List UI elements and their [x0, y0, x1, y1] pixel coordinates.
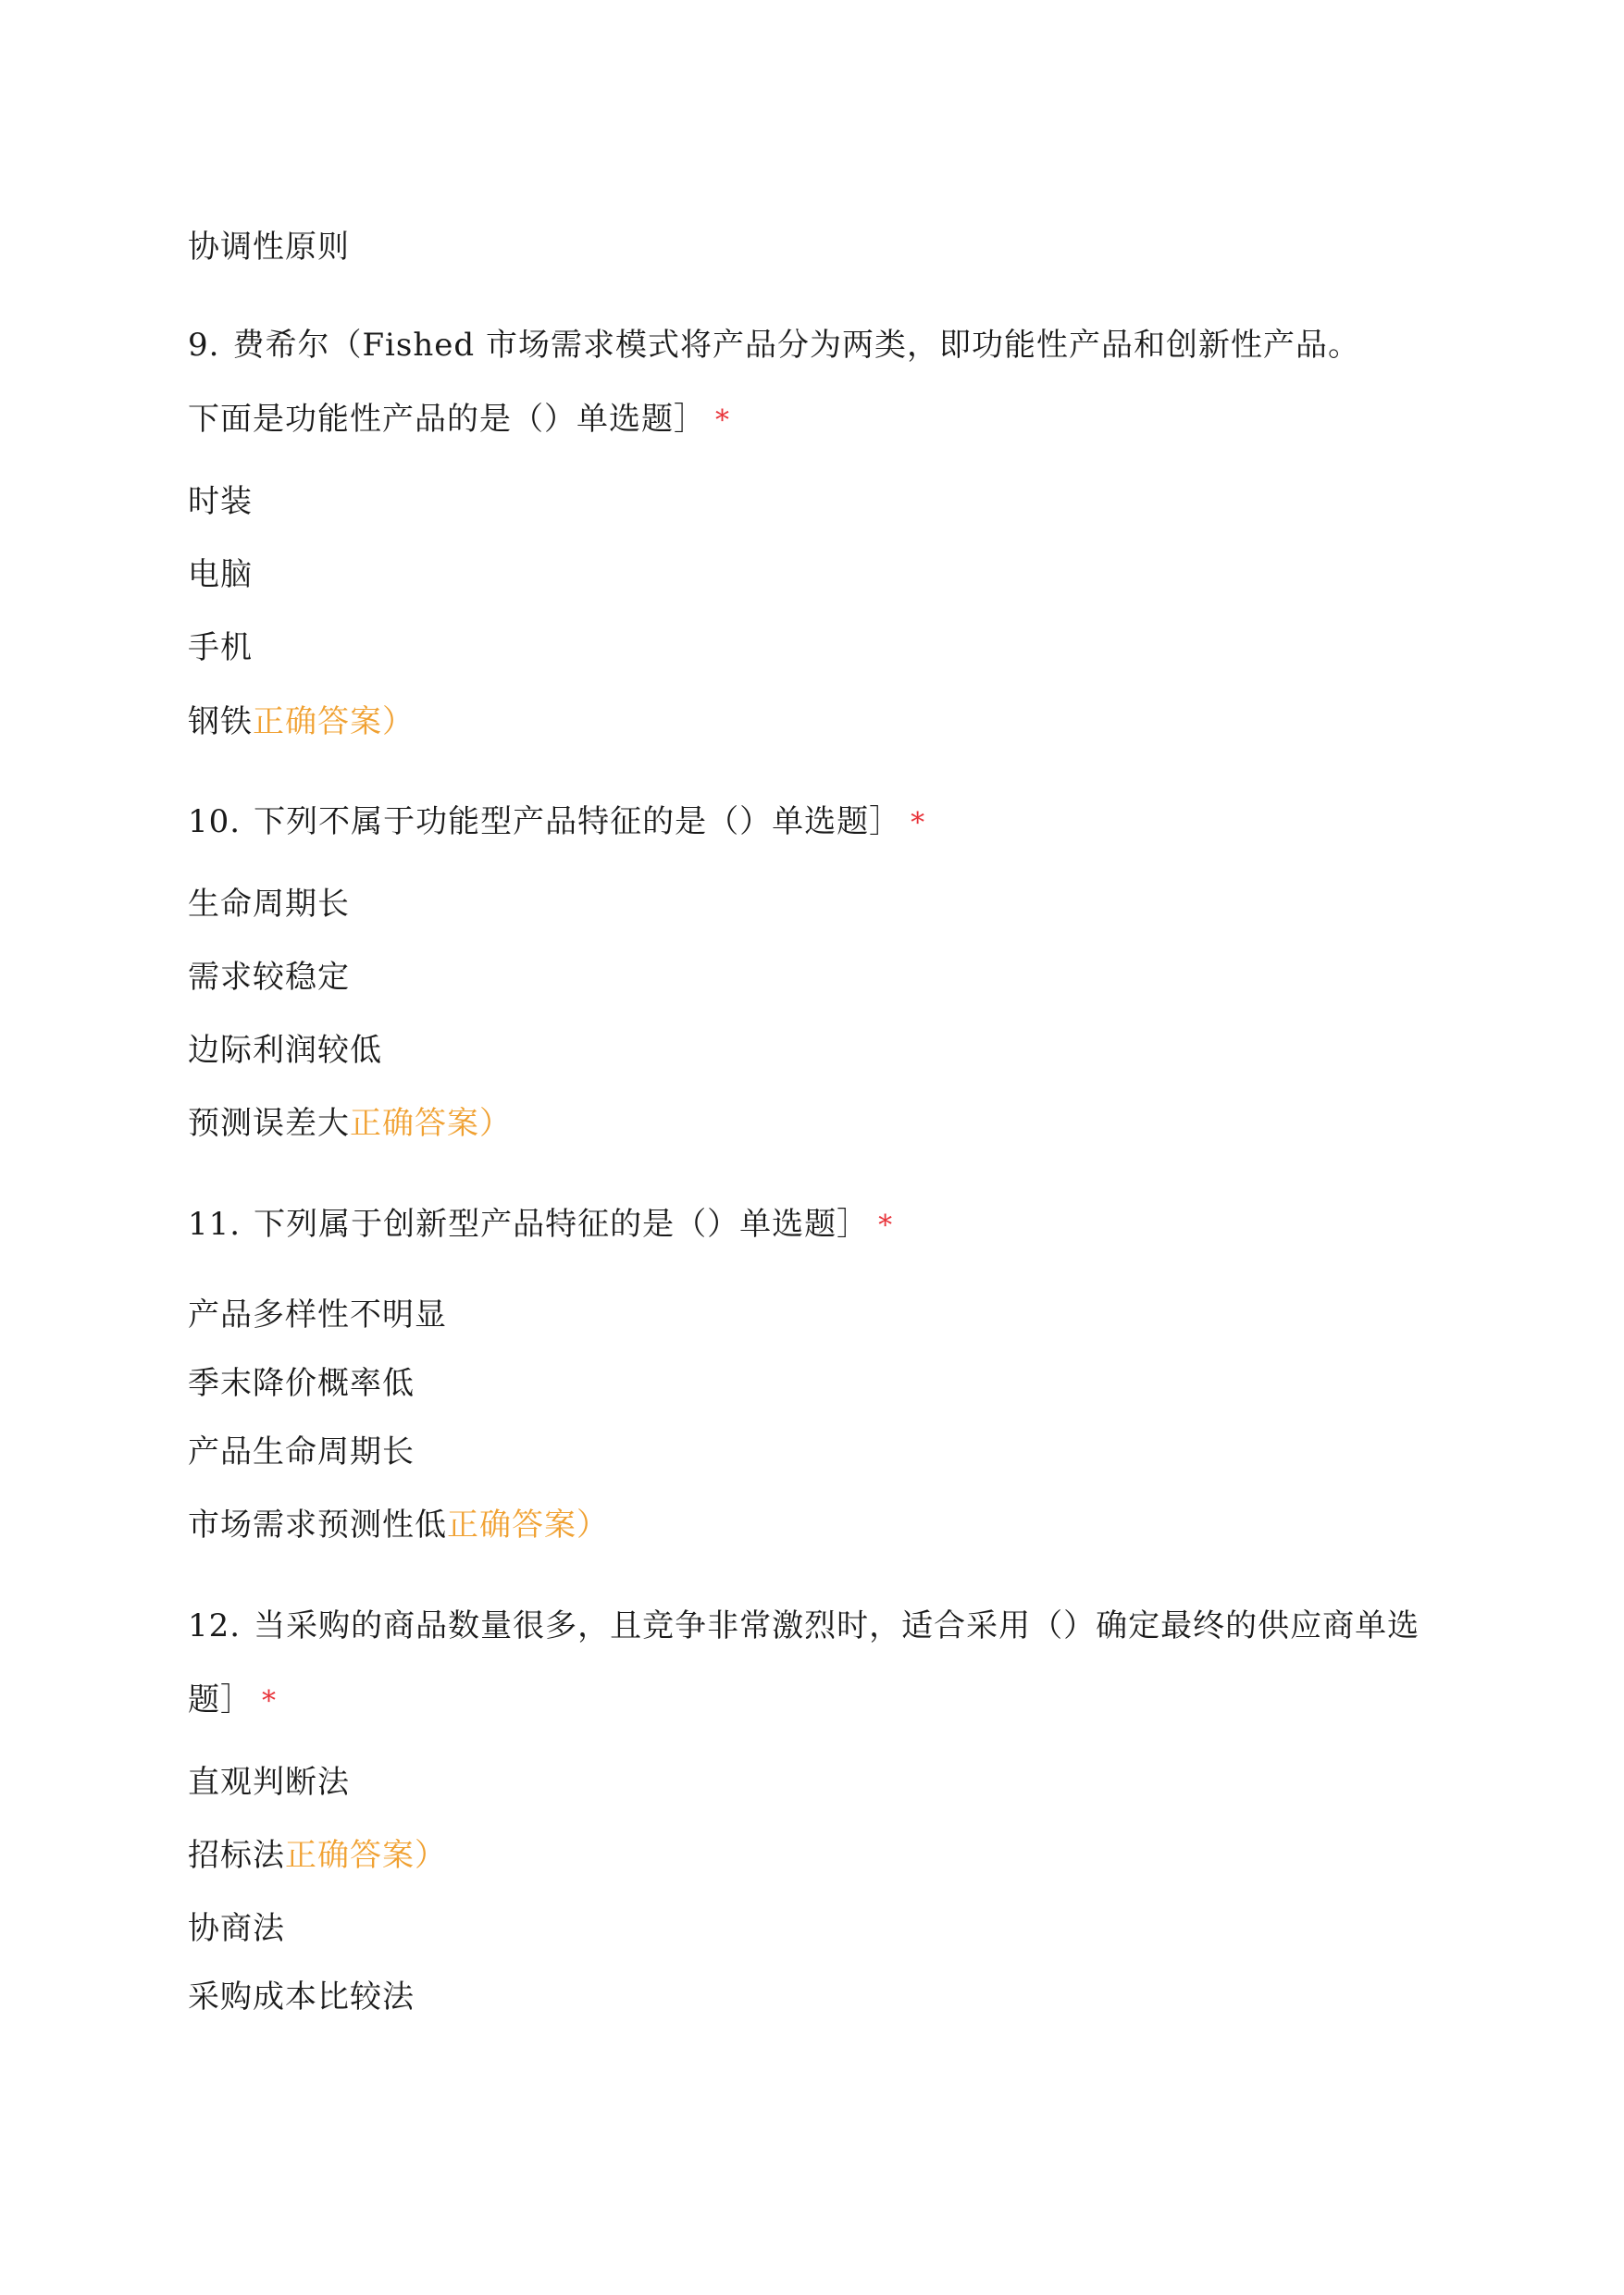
question-number: 9.: [188, 327, 220, 364]
option-text-correct: 招标法正确答案）: [188, 1837, 447, 1874]
required-asterisk-icon: *: [911, 807, 926, 839]
correct-answer-label: 正确答案）: [253, 703, 415, 740]
option-text: 电脑: [188, 556, 253, 593]
question-number: 12.: [188, 1607, 242, 1644]
correct-answer-label: 正确答案）: [447, 1507, 609, 1544]
option-text-correct: 钢铁正确答案）: [188, 703, 415, 740]
question-9-title-continued: 下面是功能性产品的是（）单选题］ *: [188, 401, 730, 438]
required-asterisk-icon: *: [878, 1210, 894, 1242]
option-text: 产品生命周期长: [188, 1433, 415, 1470]
question-number: 10.: [188, 803, 242, 840]
option-text: 需求较稳定: [188, 959, 350, 996]
option-text: 产品多样性不明显: [188, 1296, 447, 1334]
option-text: 采购成本比较法: [188, 1979, 415, 2016]
option-text: 季末降价概率低: [188, 1365, 415, 1402]
option-text-correct: 预测误差大正确答案）: [188, 1105, 512, 1142]
required-asterisk-icon: *: [715, 404, 730, 437]
question-12-title: 12. 当采购的商品数量很多，且竞争非常激烈时，适合采用（）确定最终的供应商单选: [188, 1607, 1420, 1644]
option-text-correct: 市场需求预测性低正确答案）: [188, 1507, 609, 1544]
option-text: 生命周期长: [188, 886, 350, 923]
question-number: 11.: [188, 1206, 242, 1243]
question-12-title-continued: 题］ *: [188, 1681, 277, 1718]
correct-answer-label: 正确答案）: [350, 1105, 512, 1142]
question-11-title: 11. 下列属于创新型产品特征的是（）单选题］ *: [188, 1206, 894, 1243]
option-text: 时装: [188, 483, 253, 520]
question-9-title: 9. 费希尔（Fished 市场需求模式将产品分为两类，即功能性产品和创新性产品。: [188, 327, 1360, 364]
question-10-title: 10. 下列不属于功能型产品特征的是（）单选题］ *: [188, 803, 926, 840]
correct-answer-label: 正确答案）: [285, 1837, 447, 1874]
option-text: 协调性原则: [188, 229, 350, 266]
option-text: 协商法: [188, 1910, 285, 1947]
option-text: 手机: [188, 629, 253, 666]
option-text: 边际利润较低: [188, 1032, 382, 1069]
option-text: 直观判断法: [188, 1764, 350, 1801]
required-asterisk-icon: *: [262, 1685, 277, 1718]
